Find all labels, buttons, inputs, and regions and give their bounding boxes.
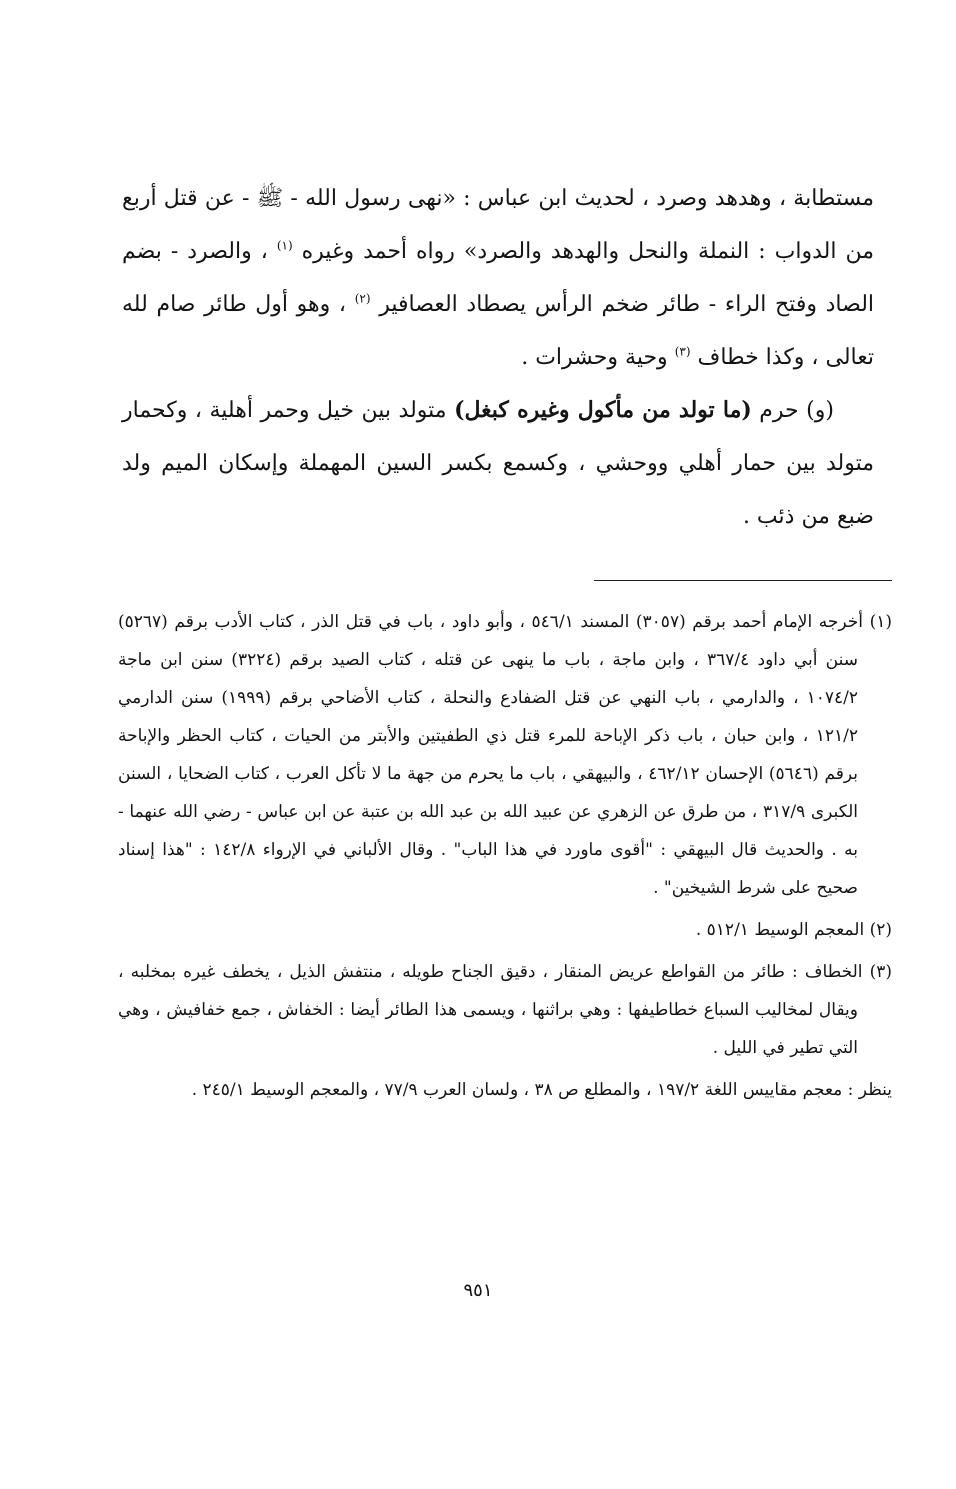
paragraph-text: ، والصرد - بضم الصاد وفتح الراء - طائر ضخم الرأس يصطاد العصافير [122, 239, 875, 317]
page-number: ٩٥١ [463, 1280, 493, 1301]
paragraph-text: ، وهو أول طائر صام لله تعالى ، وكذا خطاف [122, 292, 874, 370]
footnote-ref-2[interactable]: (٢) [354, 291, 371, 306]
main-text-block [122, 172, 874, 543]
paragraph-text: وحية وحشرات . [521, 345, 668, 370]
footnote-references [118, 1071, 892, 1109]
footnote-1 [118, 603, 892, 907]
paragraph-lead: (و) حرم [759, 398, 834, 423]
footnotes-block [118, 603, 892, 1113]
footnote-text: أخرجه الإمام أحمد برقم (٣٠٥٧) المسند ٥٤٦/١ ، وأبو داود ، باب في قتل الذر ، كتاب الأدب برقم (٥٢٦٧) سنن أبي داود ٣٦٧/٤ ، وابن ماجة ، باب ما ينهى عن قتله ، كتاب الصيد برقم (٣٢٢٤) سنن ابن ماجة ١٠٧٤/٢ ، والدارمي ، باب النهي عن قتل الضفادع والنحلة ، كتاب الأضاحي برقم (١٩٩٩) سنن الدارمي ١٢١/٢ ، وابن حبان ، باب ذكر الإباحة للمرء قتل ذي الطفيتين والأبتر من الحيات ، كتاب الحظر والإباحة برقم (٥٦٤٦) الإحسان ٤٦٢/١٢ ، والبيهقي ، باب ما يحرم من جهة ما لا تأكل العرب ، كتاب الضحايا ، السنن الكبرى ٣١٧/٩ ، من طرق عن الزهري عن عبيد الله بن عبد الله بن عتبة عن ابن عباس - رضي الله عنهما - به . والحديث قال البيهقي : "أقوى ماورد في هذا الباب" . وقال الألباني في الإرواء ١٤٢/٨ : "هذا إسناد صحيح على شرط الشيخين" . [118, 612, 863, 898]
footnote-separator [594, 580, 892, 581]
footnote-3 [118, 953, 892, 1067]
paragraph-text: مستطابة ، وهدهد وصرد ، لحديث ابن عباس : «نهى رسول الله - ﷺ - عن قتل أربع من الدواب : النملة والنحل والهدهد والصرد» رواه أحمد وغيره [122, 186, 875, 264]
footnote-marker: (٣) [869, 962, 893, 982]
footnote-ref-1[interactable]: (١) [276, 238, 293, 253]
footnote-ref-3[interactable]: (٣) [674, 344, 691, 359]
footnote-marker: (٢) [869, 920, 892, 940]
footnote-marker: (١) [869, 612, 892, 632]
paragraph-bold-heading: (ما تولد من مأكول وغيره كبغل) [454, 397, 752, 423]
footnote-text: الخطاف : طائر من القواطع عريض المنقار ، دقيق الجناح طويله ، منتفش الذيل ، يخطف غيره بمخلبه ، ويقال لمخاليب السباع خطاطيفها : وهي براثنها ، ويسمى هذا الطائر أيضا : الخفاش ، جمع خفافيش ، وهي التي تطير في الليل . [118, 962, 863, 1058]
footnote-2 [118, 911, 892, 949]
footnote-text: ينظر : معجم مقاييس اللغة ١٩٧/٢ ، والمطلع ص ٣٨ ، ولسان العرب ٧٧/٩ ، والمعجم الوسيط ٢٤٥/١ . [191, 1080, 892, 1100]
paragraph-birds [122, 172, 874, 384]
footnote-text: المعجم الوسيط ٥١٢/١ . [695, 920, 865, 940]
paragraph-hybrids [122, 384, 874, 543]
paragraph-text: متولد بين خيل وحمر أهلية ، وكحمار متولد بين حمار أهلي ووحشي ، وكسمع بكسر السين المهملة وإسكان الميم ولد ضبع من ذئب . [122, 398, 874, 529]
